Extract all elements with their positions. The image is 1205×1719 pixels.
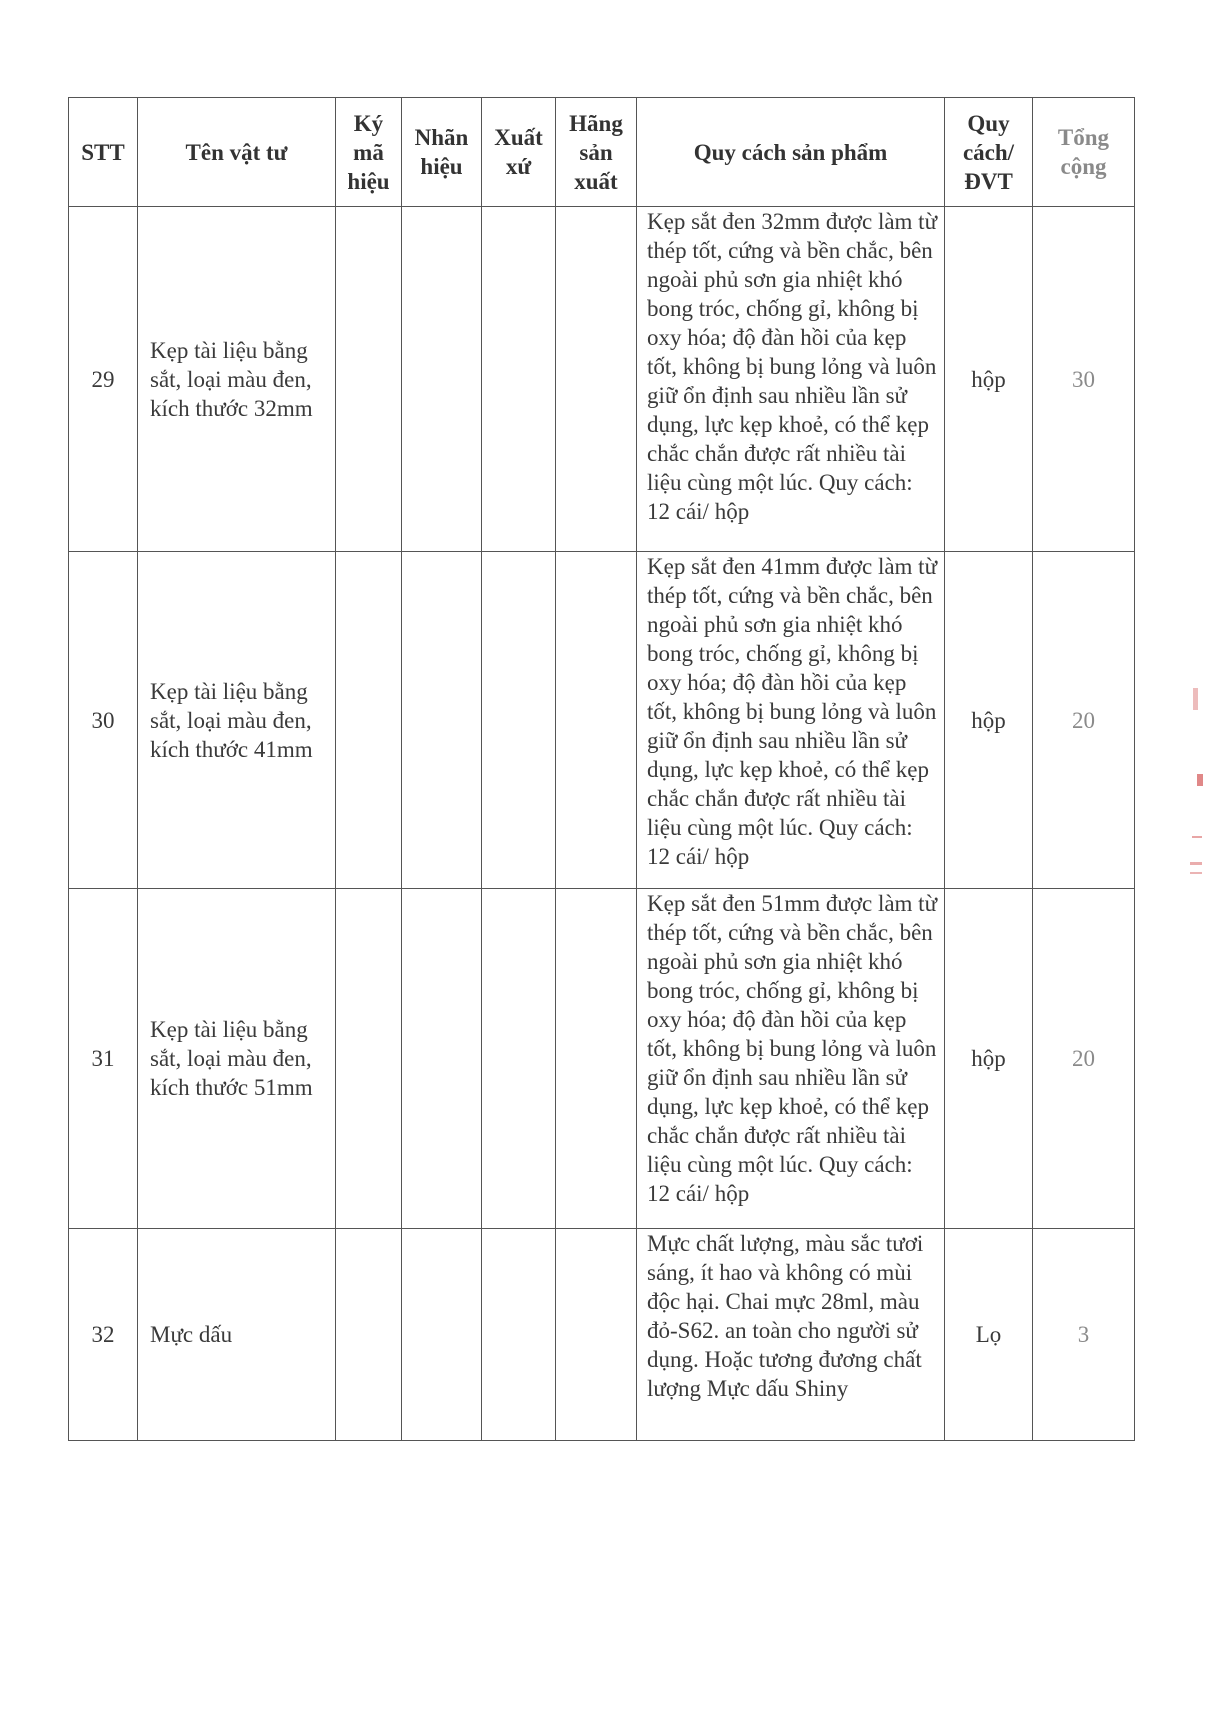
header-stt: STT: [69, 98, 138, 207]
stamp-fragment-mark: [1190, 862, 1202, 865]
cell-total: 20: [1033, 552, 1135, 889]
table-row: [69, 889, 1135, 1229]
stamp-fragment-mark: [1190, 872, 1202, 874]
cell-brand: [402, 552, 482, 889]
stamp-fragment-mark: [1192, 836, 1202, 838]
header-origin: Xuất xứ: [482, 98, 556, 207]
cell-total: 30: [1033, 207, 1135, 552]
header-total: Tổng cộng: [1033, 98, 1135, 207]
cell-stt: 32: [69, 1229, 138, 1441]
cell-name: Kẹp tài liệu bằng sắt, loại màu đen, kích thước 41mm: [138, 552, 336, 889]
cell-manufacturer: [556, 1229, 637, 1441]
cell-total: 3: [1033, 1229, 1135, 1441]
header-unit: Quy cách/ ĐVT: [945, 98, 1033, 207]
table-row: [69, 207, 1135, 552]
header-brand: Nhãn hiệu: [402, 98, 482, 207]
cell-spec: Kẹp sắt đen 51mm được làm từ thép tốt, cứng và bền chắc, bên ngoài phủ sơn gia nhiệt khó bong tróc, chống gỉ, không bị oxy hóa; độ đàn hồi của kẹp tốt, không bị bung lỏng và luôn giữ ổn định sau nhiều lần sử dụng, lực kẹp khoẻ, có thể kẹp chắc chắn được rất nhiều tài liệu cùng một lúc. Quy cách: 12 cái/ hộp: [637, 889, 945, 1229]
cell-manufacturer: [556, 889, 637, 1229]
cell-name: Kẹp tài liệu bằng sắt, loại màu đen, kích thước 32mm: [138, 207, 336, 552]
cell-stt: 31: [69, 889, 138, 1229]
cell-code: [336, 1229, 402, 1441]
table-row: [69, 1229, 1135, 1441]
header-manufacturer: Hãng sản xuất: [556, 98, 637, 207]
cell-origin: [482, 207, 556, 552]
table-row: [69, 552, 1135, 889]
cell-unit: hộp: [945, 889, 1033, 1229]
cell-manufacturer: [556, 552, 637, 889]
header-row: [69, 98, 1135, 207]
cell-stt: 30: [69, 552, 138, 889]
cell-code: [336, 552, 402, 889]
cell-brand: [402, 1229, 482, 1441]
header-code: Ký mã hiệu: [336, 98, 402, 207]
materials-table: [68, 97, 1135, 1441]
cell-origin: [482, 889, 556, 1229]
cell-name: Mực dấu: [138, 1229, 336, 1441]
cell-spec: Kẹp sắt đen 41mm được làm từ thép tốt, cứng và bền chắc, bên ngoài phủ sơn gia nhiệt khó bong tróc, chống gỉ, không bị oxy hóa; độ đàn hồi của kẹp tốt, không bị bung lỏng và luôn giữ ổn định sau nhiều lần sử dụng, lực kẹp khoẻ, có thể kẹp chắc chắn được rất nhiều tài liệu cùng một lúc. Quy cách: 12 cái/ hộp: [637, 552, 945, 889]
cell-origin: [482, 1229, 556, 1441]
cell-spec: Mực chất lượng, màu sắc tươi sáng, ít hao và không có mùi độc hại. Chai mực 28ml, màu đỏ-S62. an toàn cho người sử dụng. Hoặc tương đương chất lượng Mực dấu Shiny: [637, 1229, 945, 1441]
cell-unit: hộp: [945, 552, 1033, 889]
cell-name: Kẹp tài liệu bằng sắt, loại màu đen, kích thước 51mm: [138, 889, 336, 1229]
stamp-fragment-mark: [1197, 774, 1203, 786]
cell-stt: 29: [69, 207, 138, 552]
header-name: Tên vật tư: [138, 98, 336, 207]
cell-spec: Kẹp sắt đen 32mm được làm từ thép tốt, cứng và bền chắc, bên ngoài phủ sơn gia nhiệt khó bong tróc, chống gỉ, không bị oxy hóa; độ đàn hồi của kẹp tốt, không bị bung lỏng và luôn giữ ổn định sau nhiều lần sử dụng, lực kẹp khoẻ, có thể kẹp chắc chắn được rất nhiều tài liệu cùng một lúc. Quy cách: 12 cái/ hộp: [637, 207, 945, 552]
cell-code: [336, 889, 402, 1229]
cell-code: [336, 207, 402, 552]
cell-unit: hộp: [945, 207, 1033, 552]
cell-brand: [402, 889, 482, 1229]
header-spec: Quy cách sản phẩm: [637, 98, 945, 207]
cell-brand: [402, 207, 482, 552]
cell-total: 20: [1033, 889, 1135, 1229]
cell-origin: [482, 552, 556, 889]
stamp-fragment-mark: [1193, 688, 1198, 710]
cell-unit: Lọ: [945, 1229, 1033, 1441]
cell-manufacturer: [556, 207, 637, 552]
